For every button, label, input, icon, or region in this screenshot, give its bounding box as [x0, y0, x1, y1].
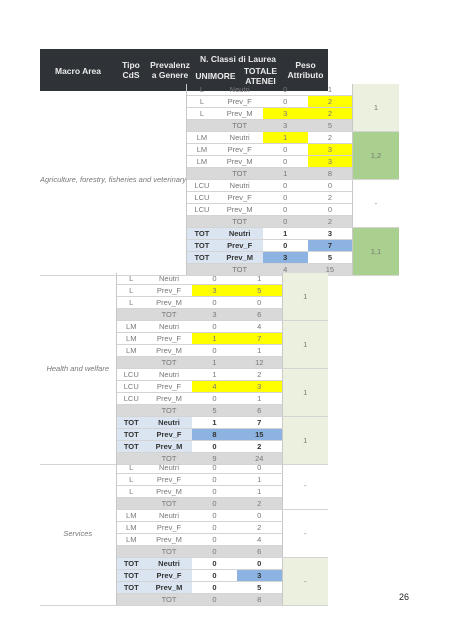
- tot-spacer: [187, 168, 217, 180]
- tot-spacer: [116, 546, 146, 558]
- prevalenza-cell: TOT: [146, 405, 192, 417]
- totale-atenei-cell: 12: [237, 357, 282, 369]
- totale-atenei-cell: 0: [237, 558, 282, 570]
- totale-atenei-cell: 5: [308, 120, 353, 132]
- unimore-cell: 0: [263, 204, 308, 216]
- tipo-cds-cell: L: [187, 84, 217, 96]
- tot-spacer: [116, 309, 146, 321]
- tipo-cds-cell: LM: [116, 510, 146, 522]
- page-number: 26: [399, 592, 410, 602]
- prevalenza-cell: Prev_F: [146, 474, 192, 486]
- peso-attributo-cell: 1: [353, 84, 399, 132]
- totale-atenei-cell: 0: [237, 297, 282, 309]
- totale-atenei-cell: 15: [308, 264, 353, 276]
- prevalenza-cell: Neutri: [217, 132, 263, 144]
- unimore-cell: 3: [263, 108, 308, 120]
- totale-atenei-cell: 3: [308, 144, 353, 156]
- tipo-cds-cell: LM: [187, 156, 217, 168]
- macro-area-label: Health and welfare: [40, 273, 116, 465]
- unimore-cell: 0: [192, 393, 237, 405]
- table-row: [40, 84, 399, 96]
- tipo-cds-cell: LM: [187, 132, 217, 144]
- tipo-cds-cell: LCU: [116, 381, 146, 393]
- unimore-cell: 1: [192, 357, 237, 369]
- tipo-cds-cell: LCU: [187, 192, 217, 204]
- prevalenza-cell: Neutri: [146, 510, 192, 522]
- prevalenza-cell: Prev_M: [146, 582, 192, 594]
- section-table: [40, 84, 399, 276]
- table-row: [40, 462, 328, 474]
- totale-atenei-cell: 1: [237, 393, 282, 405]
- unimore-cell: 0: [192, 546, 237, 558]
- unimore-cell: 3: [192, 285, 237, 297]
- peso-attributo-cell: -: [282, 510, 328, 558]
- tipo-cds-cell: LM: [187, 144, 217, 156]
- totale-atenei-cell: 0: [308, 204, 353, 216]
- prevalenza-cell: Neutri: [146, 462, 192, 474]
- unimore-cell: 0: [192, 582, 237, 594]
- totale-atenei-cell: 7: [237, 333, 282, 345]
- prevalenza-cell: Prev_M: [217, 156, 263, 168]
- unimore-cell: 0: [192, 510, 237, 522]
- totale-atenei-cell: 8: [308, 168, 353, 180]
- prevalenza-cell: Prev_M: [146, 345, 192, 357]
- totale-atenei-cell: 0: [308, 180, 353, 192]
- unimore-cell: 0: [192, 474, 237, 486]
- tipo-cds-cell: L: [187, 108, 217, 120]
- peso-attributo-cell: 1,1: [353, 228, 399, 276]
- unimore-cell: 1: [192, 417, 237, 429]
- tipo-cds-cell: TOT: [187, 252, 217, 264]
- peso-attributo-cell: 1: [282, 321, 328, 369]
- tipo-cds-cell: LM: [116, 321, 146, 333]
- prevalenza-cell: Neutri: [146, 558, 192, 570]
- unimore-cell: 0: [263, 240, 308, 252]
- tipo-cds-cell: L: [116, 462, 146, 474]
- tipo-cds-cell: LM: [116, 333, 146, 345]
- prevalenza-cell: Prev_M: [146, 441, 192, 453]
- totale-atenei-cell: 3: [237, 381, 282, 393]
- prevalenza-cell: Prev_F: [146, 522, 192, 534]
- peso-attributo-cell: 1: [282, 273, 328, 321]
- tipo-cds-cell: LCU: [116, 393, 146, 405]
- prevalenza-cell: Neutri: [146, 369, 192, 381]
- totale-atenei-cell: 2: [237, 522, 282, 534]
- prevalenza-cell: TOT: [146, 498, 192, 510]
- tipo-cds-cell: L: [116, 273, 146, 285]
- unimore-cell: 4: [263, 264, 308, 276]
- totale-atenei-cell: 1: [237, 486, 282, 498]
- tipo-cds-cell: TOT: [116, 441, 146, 453]
- totale-atenei-cell: 2: [308, 132, 353, 144]
- unimore-cell: 0: [263, 216, 308, 228]
- prevalenza-cell: Prev_M: [146, 297, 192, 309]
- prevalenza-cell: Prev_M: [217, 252, 263, 264]
- unimore-cell: 0: [263, 96, 308, 108]
- peso-attributo-cell: 1: [282, 417, 328, 465]
- table-row: [40, 273, 328, 285]
- tipo-cds-cell: LCU: [187, 204, 217, 216]
- totale-atenei-cell: 1: [237, 474, 282, 486]
- totale-atenei-cell: 4: [237, 534, 282, 546]
- unimore-cell: 4: [192, 381, 237, 393]
- prevalenza-cell: Prev_F: [217, 96, 263, 108]
- totale-atenei-cell: 5: [308, 252, 353, 264]
- prevalenza-cell: Prev_F: [146, 570, 192, 582]
- unimore-cell: 0: [192, 498, 237, 510]
- unimore-cell: 9: [192, 453, 237, 465]
- prevalenza-cell: Prev_F: [217, 192, 263, 204]
- col-macro-area: Macro Area: [55, 66, 101, 76]
- tot-spacer: [116, 498, 146, 510]
- prevalenza-cell: Neutri: [146, 417, 192, 429]
- tipo-cds-cell: LM: [116, 522, 146, 534]
- prevalenza-cell: Prev_M: [146, 393, 192, 405]
- totale-atenei-cell: 6: [237, 309, 282, 321]
- totale-atenei-cell: 6: [237, 405, 282, 417]
- unimore-cell: 0: [192, 462, 237, 474]
- tipo-cds-cell: TOT: [116, 570, 146, 582]
- prevalenza-cell: Prev_F: [146, 429, 192, 441]
- unimore-cell: 0: [263, 84, 308, 96]
- tipo-cds-cell: TOT: [187, 240, 217, 252]
- totale-atenei-cell: 2: [308, 108, 353, 120]
- prevalenza-cell: TOT: [217, 216, 263, 228]
- totale-atenei-cell: 5: [237, 582, 282, 594]
- totale-atenei-cell: 2: [308, 192, 353, 204]
- tipo-cds-cell: L: [116, 474, 146, 486]
- prevalenza-cell: TOT: [217, 120, 263, 132]
- peso-attributo-cell: -: [282, 558, 328, 606]
- tipo-cds-cell: L: [187, 96, 217, 108]
- totale-atenei-cell: 8: [237, 594, 282, 606]
- totale-atenei-cell: 3: [237, 570, 282, 582]
- unimore-cell: 0: [192, 273, 237, 285]
- tipo-cds-cell: LCU: [116, 369, 146, 381]
- prevalenza-cell: Prev_F: [146, 381, 192, 393]
- tot-spacer: [116, 594, 146, 606]
- totale-atenei-cell: 5: [237, 285, 282, 297]
- unimore-cell: 3: [263, 120, 308, 132]
- prevalenza-cell: Prev_M: [217, 108, 263, 120]
- prevalenza-cell: TOT: [146, 453, 192, 465]
- section-table: [40, 273, 328, 465]
- col-tipo-cds: Tipo CdS: [122, 60, 140, 80]
- totale-atenei-cell: 1: [308, 84, 353, 96]
- unimore-cell: 0: [192, 534, 237, 546]
- unimore-cell: 0: [192, 594, 237, 606]
- col-prevalenza: Prevalenz a Genere: [150, 60, 190, 80]
- prevalenza-cell: TOT: [146, 594, 192, 606]
- unimore-cell: 3: [263, 252, 308, 264]
- totale-atenei-cell: 6: [237, 546, 282, 558]
- totale-atenei-cell: 7: [237, 417, 282, 429]
- totale-atenei-cell: 2: [308, 216, 353, 228]
- unimore-cell: 5: [192, 405, 237, 417]
- prevalenza-cell: Prev_F: [217, 240, 263, 252]
- unimore-cell: 0: [192, 345, 237, 357]
- unimore-cell: 1: [263, 228, 308, 240]
- unimore-cell: 0: [263, 144, 308, 156]
- unimore-cell: 0: [192, 441, 237, 453]
- peso-attributo-cell: 1: [282, 369, 328, 417]
- unimore-cell: 0: [263, 192, 308, 204]
- tot-spacer: [187, 216, 217, 228]
- peso-attributo-cell: 1,2: [353, 132, 399, 180]
- peso-attributo-cell: -: [353, 180, 399, 228]
- macro-area-label: Agriculture, forestry, fisheries and veterinary: [40, 84, 187, 276]
- totale-atenei-cell: 3: [308, 228, 353, 240]
- unimore-cell: 0: [192, 570, 237, 582]
- unimore-cell: 0: [192, 486, 237, 498]
- unimore-cell: 0: [263, 156, 308, 168]
- unimore-cell: 8: [192, 429, 237, 441]
- tipo-cds-cell: TOT: [116, 558, 146, 570]
- tipo-cds-cell: LM: [116, 534, 146, 546]
- prevalenza-cell: Prev_M: [146, 534, 192, 546]
- totale-atenei-cell: 3: [308, 156, 353, 168]
- totale-atenei-cell: 1: [237, 273, 282, 285]
- prevalenza-cell: Prev_F: [146, 285, 192, 297]
- totale-atenei-cell: 15: [237, 429, 282, 441]
- unimore-cell: 0: [192, 558, 237, 570]
- unimore-cell: 0: [192, 321, 237, 333]
- tipo-cds-cell: L: [116, 285, 146, 297]
- unimore-cell: 1: [263, 168, 308, 180]
- prevalenza-cell: TOT: [146, 546, 192, 558]
- tipo-cds-cell: L: [116, 297, 146, 309]
- macro-area-label: Services: [40, 462, 116, 606]
- col-unimore: UNIMORE: [195, 71, 236, 81]
- totale-atenei-cell: 24: [237, 453, 282, 465]
- unimore-cell: 0: [192, 522, 237, 534]
- prevalenza-cell: TOT: [217, 168, 263, 180]
- peso-attributo-cell: -: [282, 462, 328, 510]
- prevalenza-cell: Neutri: [146, 321, 192, 333]
- prevalenza-cell: Prev_F: [217, 144, 263, 156]
- col-n-classi: N. Classi di Laurea: [199, 54, 277, 64]
- totale-atenei-cell: 0: [237, 462, 282, 474]
- prevalenza-cell: Prev_F: [146, 333, 192, 345]
- tipo-cds-cell: TOT: [116, 429, 146, 441]
- col-peso-attributo: Peso Attributo: [287, 60, 324, 80]
- prevalenza-cell: Neutri: [146, 273, 192, 285]
- prevalenza-cell: Prev_M: [217, 204, 263, 216]
- tot-spacer: [187, 120, 217, 132]
- totale-atenei-cell: 7: [308, 240, 353, 252]
- section-table: [40, 462, 328, 606]
- tot-spacer: [116, 357, 146, 369]
- tipo-cds-cell: L: [116, 486, 146, 498]
- totale-atenei-cell: 2: [308, 96, 353, 108]
- col-totale-atenei: TOTALE ATENEI: [243, 66, 278, 86]
- unimore-cell: 1: [263, 132, 308, 144]
- prevalenza-cell: TOT: [217, 264, 263, 276]
- unimore-cell: 0: [263, 180, 308, 192]
- totale-atenei-cell: 1: [237, 345, 282, 357]
- tipo-cds-cell: TOT: [116, 582, 146, 594]
- tipo-cds-cell: LM: [116, 345, 146, 357]
- totale-atenei-cell: 2: [237, 498, 282, 510]
- tot-spacer: [116, 405, 146, 417]
- tipo-cds-cell: TOT: [187, 228, 217, 240]
- totale-atenei-cell: 4: [237, 321, 282, 333]
- prevalenza-cell: Neutri: [217, 180, 263, 192]
- tipo-cds-cell: LCU: [187, 180, 217, 192]
- prevalenza-cell: TOT: [146, 357, 192, 369]
- unimore-cell: 0: [192, 297, 237, 309]
- prevalenza-cell: Neutri: [217, 228, 263, 240]
- prevalenza-cell: Neutri: [217, 84, 263, 96]
- prevalenza-cell: Prev_M: [146, 486, 192, 498]
- totale-atenei-cell: 0: [237, 510, 282, 522]
- unimore-cell: 1: [192, 333, 237, 345]
- totale-atenei-cell: 2: [237, 441, 282, 453]
- unimore-cell: 3: [192, 309, 237, 321]
- unimore-cell: 1: [192, 369, 237, 381]
- totale-atenei-cell: 2: [237, 369, 282, 381]
- prevalenza-cell: TOT: [146, 309, 192, 321]
- tipo-cds-cell: TOT: [116, 417, 146, 429]
